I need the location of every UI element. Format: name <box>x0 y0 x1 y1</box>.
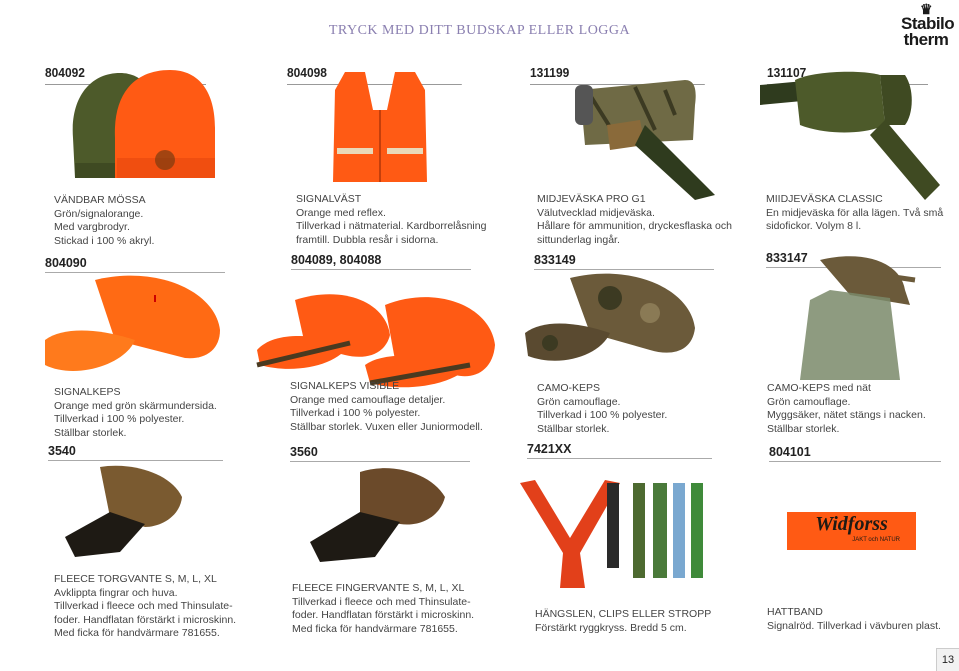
description-line: Ställbar storlek. Vuxen eller Juniormodell. <box>290 420 483 433</box>
product-title: FLEECE TORGVANTE S, M, L, XL <box>54 573 217 585</box>
waist-bag-pro-image <box>545 75 730 200</box>
product-tag: 3560 <box>290 443 470 462</box>
description-line: Med vargbrodyr. <box>54 221 130 233</box>
product-description <box>535 608 745 635</box>
description-line: Ställbar storlek. <box>767 422 840 435</box>
hat-band-image <box>787 512 916 550</box>
product-title: VÄNDBAR MÖSSA <box>54 194 146 206</box>
description-line: framtill. Dubbla resår i sidorna. <box>296 233 439 246</box>
product-description <box>767 382 947 436</box>
fleece-glove-image <box>300 462 450 572</box>
product-tag: 3540 <box>48 442 223 461</box>
product-title: HÄNGSLEN, CLIPS ELLER STROPP <box>535 608 712 620</box>
camo-cap-net-image <box>790 250 920 385</box>
description-line: Signalröd. Tillverkad i vävburen plast. <box>767 619 941 632</box>
product-title: HATTBAND <box>767 606 823 618</box>
product-title: MIIDJEVÄSKA CLASSIC <box>766 193 883 205</box>
description-line: sidofickor. Volym 8 l. <box>766 220 862 232</box>
description-line: Hållare för ammunition, dryckesflaska och <box>537 220 732 232</box>
signal-cap-image <box>35 270 225 380</box>
product-tag: 804101 <box>769 443 941 462</box>
fingerless-glove-image <box>60 462 190 562</box>
product-code: 131107 <box>767 65 807 80</box>
product-tag: 804089, 804088 <box>291 251 471 270</box>
beanie-image <box>65 68 225 183</box>
camo-cap-image <box>520 268 700 373</box>
description-line: Orange med grön skärmundersida. <box>54 399 217 412</box>
band-subtext: JAKT och NATUR <box>852 537 900 543</box>
product-title: SIGNALKEPS <box>54 386 121 398</box>
product-description <box>290 380 510 434</box>
description-line: Förstärkt ryggkryss. Bredd 5 cm. <box>535 621 687 634</box>
product-description <box>537 193 757 247</box>
logo-line1: Stabilo <box>901 14 955 33</box>
product-tag: 7421XX <box>527 440 712 459</box>
description-line: Avklippta fingrar och huva. <box>54 586 178 599</box>
product-title: CAMO-KEPS med nät <box>767 382 871 394</box>
product-title: SIGNALVÄST <box>296 193 362 205</box>
product-title: FLEECE FINGERVANTE S, M, L, XL <box>292 582 465 594</box>
description-line: Tillverkad i 100 % polyester. <box>290 407 421 419</box>
product-description <box>767 606 957 633</box>
product-tag: 833147 <box>766 249 941 268</box>
page-number: 13 <box>936 648 959 671</box>
description-line: Grön/signalorange. <box>54 207 144 220</box>
product-tag: 804090 <box>45 254 225 273</box>
description-line: Stickad i 100 % akryl. <box>54 234 155 247</box>
description-line: Tillverkad i 100 % polyester. <box>54 413 185 425</box>
brand-logo <box>901 1 955 49</box>
description-line: Orange med camouflage detaljer. <box>290 393 446 406</box>
description-line: Myggsäker, nätet stängs i nacken. <box>767 409 926 421</box>
page-title: TRYCK MED DITT BUDSKAP ELLER LOGGA <box>328 23 631 38</box>
product-description <box>766 193 956 234</box>
product-code: 804098 <box>287 65 327 80</box>
product-description <box>54 573 264 641</box>
product-tag: 833149 <box>534 251 714 270</box>
description-line: Tillverkad i fleece och med Thinsulate- <box>54 600 233 612</box>
product-description <box>537 382 737 436</box>
description-line: En midjeväska för alla lägen. Två små <box>766 206 944 219</box>
description-line: Ställbar storlek. <box>537 422 610 435</box>
product-description <box>292 582 512 636</box>
crown-icon: ♛ <box>919 1 933 17</box>
description-line: foder. Handflatan förstärkt i microskinn. <box>54 613 237 626</box>
description-line: Grön camouflage. <box>537 395 621 408</box>
product-code: 131199 <box>530 65 570 80</box>
product-title: SIGNALKEPS VISIBLE <box>290 380 400 392</box>
description-line: Tillverkad i fleece och med Thinsulate- <box>292 595 471 608</box>
description-line: Tillverkad i nätmaterial. Kardborrelåsning <box>296 220 487 232</box>
description-line: Med ficka för handvärmare 781655. <box>54 627 220 639</box>
description-line: foder. Handflatan förstärkt i microskinn. <box>292 609 475 621</box>
signal-cap-visible-image <box>255 285 500 395</box>
description-line: Med ficka för handvärmare 781655. <box>292 622 458 635</box>
vest-image <box>325 70 435 185</box>
description-line: Ställbar storlek. <box>54 426 127 439</box>
product-description <box>54 194 254 248</box>
description-line: Tillverkad i 100 % polyester. <box>537 409 668 421</box>
description-line: Orange med reflex. <box>296 206 386 219</box>
band-text: Widforss <box>815 513 888 535</box>
product-code: 804092 <box>45 65 85 80</box>
product-description <box>296 193 516 247</box>
suspenders-image <box>515 478 705 588</box>
description-line: sittunderlag ingår. <box>537 233 620 246</box>
waist-bag-classic-image <box>755 65 945 205</box>
logo-line2: therm <box>903 30 949 49</box>
product-title: MIDJEVÄSKA PRO G1 <box>537 193 646 205</box>
product-description <box>54 386 254 440</box>
product-title: CAMO-KEPS <box>537 382 601 394</box>
description-line: Välutvecklad midjeväska. <box>537 206 655 219</box>
description-line: Grön camouflage. <box>767 395 851 408</box>
